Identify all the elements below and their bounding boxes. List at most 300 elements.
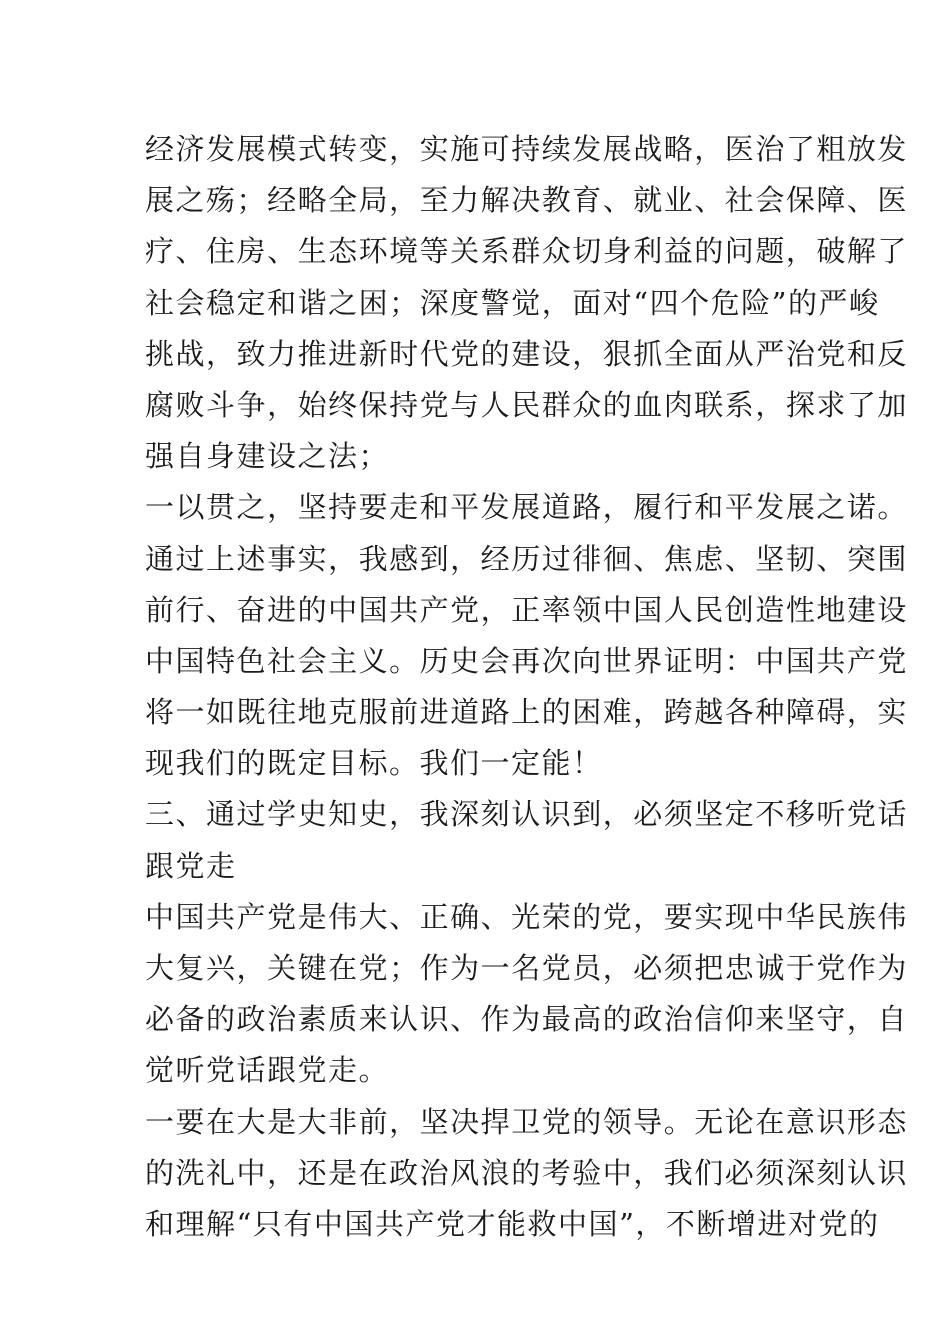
glyph: 展 [785, 490, 817, 525]
glyph: 和 [419, 490, 451, 525]
glyph: 世 [602, 643, 634, 678]
glyph: 到 [419, 541, 451, 576]
glyph: 问 [724, 234, 756, 269]
glyph: 既 [236, 695, 268, 730]
glyph: ” [619, 1206, 636, 1241]
glyph: 刻 [816, 1155, 847, 1190]
glyph: 作 [846, 951, 878, 985]
glyph: ， [389, 1104, 420, 1139]
glyph: 、 [175, 234, 207, 269]
glyph: 社 [267, 643, 298, 678]
glyph: 略 [297, 183, 329, 218]
glyph: 现 [724, 899, 756, 934]
glyph: 克 [328, 695, 359, 730]
glyph: 主 [328, 643, 359, 678]
glyph: 徊 [602, 541, 634, 576]
glyph: 定 [236, 285, 268, 320]
glyph: 民 [511, 387, 542, 422]
glyph: 斗 [206, 387, 237, 422]
glyph: 探 [785, 387, 817, 422]
glyph: ” [771, 285, 788, 320]
glyph: 在 [328, 951, 359, 985]
glyph: 至 [419, 183, 451, 218]
glyph: 发 [206, 132, 237, 166]
glyph: 党 [877, 643, 908, 678]
glyph: 度 [450, 285, 481, 320]
glyph: 一 [480, 951, 512, 985]
glyph: 的 [541, 695, 573, 730]
glyph: 党 [358, 951, 390, 985]
glyph: 移 [785, 797, 817, 832]
glyph: 员 [572, 951, 603, 985]
glyph: 式 [297, 132, 329, 166]
glyph: 认 [511, 797, 542, 832]
glyph: 党 [846, 797, 878, 832]
glyph: 经 [480, 541, 512, 576]
glyph: 代 [419, 336, 451, 371]
glyph: 了 [846, 387, 878, 422]
glyph: 持 [511, 132, 542, 166]
glyph: 在 [358, 1155, 390, 1190]
glyph: 的 [145, 1155, 176, 1190]
glyph: 始 [297, 387, 329, 422]
glyph: 有 [283, 1206, 314, 1241]
glyph: 危 [710, 285, 742, 320]
glyph: 历 [419, 643, 451, 678]
glyph: 必 [633, 951, 664, 985]
glyph: 伟 [877, 899, 908, 934]
text-line-21 [145, 1148, 908, 1199]
glyph: 的 [572, 899, 603, 934]
glyph: 作 [480, 1002, 512, 1037]
glyph: 徘 [572, 541, 603, 576]
glyph: 争 [236, 387, 268, 422]
glyph: 转 [328, 132, 359, 166]
glyph: 上 [206, 541, 237, 576]
glyph: 。 [877, 490, 908, 525]
glyph: 经 [145, 132, 176, 166]
glyph: 、 [724, 541, 756, 576]
glyph: 利 [633, 234, 664, 269]
glyph: 解 [480, 183, 512, 218]
glyph: 为 [511, 1002, 542, 1037]
glyph: 考 [541, 1155, 573, 1190]
glyph: 服 [358, 695, 390, 730]
glyph: 道 [450, 695, 481, 730]
glyph: 对 [787, 1206, 819, 1241]
glyph: 会 [297, 643, 329, 678]
glyph: ， [633, 899, 664, 934]
glyph: 治 [663, 1002, 695, 1037]
glyph: 须 [755, 1155, 786, 1190]
glyph: 变 [358, 132, 390, 166]
glyph: 保 [785, 183, 817, 218]
glyph: 疗 [145, 234, 176, 269]
glyph: 血 [633, 387, 664, 422]
glyph: 发 [480, 490, 512, 525]
glyph: 实 [419, 132, 451, 166]
glyph: 了 [785, 132, 817, 166]
glyph: 保 [358, 387, 390, 422]
glyph: 、 [602, 183, 634, 218]
glyph: 过 [236, 797, 268, 832]
glyph: 中 [313, 1206, 345, 1241]
glyph: 党 [267, 899, 298, 934]
glyph: 大 [145, 951, 176, 985]
glyph: 识 [816, 1104, 847, 1139]
glyph: 谐 [297, 285, 329, 320]
glyph: 一 [145, 1104, 176, 1139]
glyph: 为 [450, 951, 481, 985]
glyph: 、 [267, 234, 298, 269]
glyph: ； [389, 285, 420, 320]
glyph: 终 [328, 387, 359, 422]
glyph: 备 [175, 1002, 207, 1037]
glyph: 中 [602, 1155, 634, 1190]
glyph: 坚 [785, 1002, 817, 1037]
glyph: 社 [145, 285, 176, 320]
glyph: 房 [236, 234, 268, 269]
glyph: 全 [328, 183, 359, 218]
glyph: 能 [497, 1206, 528, 1241]
glyph: 率 [541, 592, 573, 627]
glyph: 意 [785, 1104, 817, 1139]
glyph: ， [633, 695, 664, 730]
text-line-18 [145, 994, 908, 1045]
glyph: 环 [358, 234, 390, 269]
text-line-13: 现我们的既定目标。我们一定能！ [145, 746, 603, 781]
glyph: 感 [389, 541, 420, 576]
glyph: 们 [694, 1155, 725, 1190]
glyph: 产 [236, 899, 268, 934]
glyph: 粗 [816, 132, 847, 166]
glyph: 前 [145, 592, 176, 627]
glyph: 履 [633, 490, 664, 525]
glyph: 发 [572, 132, 603, 166]
glyph: 卫 [511, 1104, 542, 1139]
glyph: 识 [877, 1155, 908, 1190]
glyph: 信 [694, 1002, 725, 1037]
glyph: 党 [541, 951, 573, 985]
glyph: 虑 [694, 541, 725, 576]
glyph: 在 [755, 1104, 786, 1139]
text-line-11 [145, 636, 908, 687]
glyph: ， [602, 797, 634, 832]
glyph: 、 [633, 541, 664, 576]
glyph: 、 [206, 592, 237, 627]
glyph: 中 [236, 1155, 268, 1190]
glyph: 续 [541, 132, 573, 166]
glyph: 的 [602, 1002, 634, 1037]
glyph: 是 [297, 899, 329, 934]
text-line-9 [145, 534, 908, 585]
glyph: 过 [541, 541, 573, 576]
glyph: 群 [541, 387, 573, 422]
glyph: 、 [389, 899, 420, 934]
glyph: ， [633, 1155, 664, 1190]
glyph: 的 [297, 592, 329, 627]
glyph: ， [541, 285, 573, 320]
glyph: ， [267, 1155, 298, 1190]
glyph: 认 [389, 1002, 420, 1037]
glyph: 济 [175, 132, 207, 166]
glyph: 反 [877, 336, 908, 371]
glyph: ， [450, 541, 481, 576]
glyph: 认 [846, 1155, 878, 1190]
glyph: 复 [175, 951, 207, 985]
text-line-19: 觉听党话跟党走。 [145, 1053, 390, 1088]
glyph: 发 [877, 132, 908, 166]
glyph: 败 [175, 387, 207, 422]
glyph: 殇 [206, 183, 237, 218]
glyph: 过 [175, 541, 207, 576]
glyph: ， [236, 951, 268, 985]
glyph: 建 [511, 336, 542, 371]
glyph: 礼 [206, 1155, 237, 1190]
glyph: 性 [785, 592, 817, 627]
glyph: 确 [450, 899, 481, 934]
glyph: 力 [267, 336, 298, 371]
glyph: 深 [450, 797, 481, 832]
glyph: 战 [175, 336, 207, 371]
glyph: 走 [389, 490, 420, 525]
glyph: 解 [206, 1206, 237, 1241]
glyph: 破 [816, 234, 847, 269]
glyph: 再 [511, 643, 542, 678]
glyph: 国 [344, 1206, 375, 1241]
glyph: 实 [297, 541, 329, 576]
glyph: 施 [450, 132, 481, 166]
glyph: 一 [175, 695, 207, 730]
glyph: 作 [419, 951, 451, 985]
glyph: 种 [755, 695, 786, 730]
glyph: 史 [358, 797, 390, 832]
glyph: 严 [818, 285, 849, 320]
glyph: 洗 [175, 1155, 207, 1190]
glyph: 障 [785, 695, 817, 730]
glyph: 肉 [663, 387, 695, 422]
text-line-8 [145, 482, 908, 533]
glyph: 住 [206, 234, 237, 269]
glyph: 导 [633, 1104, 664, 1139]
glyph: 发 [755, 490, 786, 525]
glyph: 忠 [724, 951, 756, 985]
glyph: ； [236, 183, 268, 218]
glyph: 的 [787, 285, 819, 320]
glyph: 识 [419, 1002, 451, 1037]
glyph: 高 [572, 1002, 603, 1037]
glyph: 会 [175, 285, 207, 320]
glyph: 身 [602, 234, 634, 269]
glyph: 进 [267, 592, 298, 627]
glyph: 会 [480, 643, 512, 678]
glyph: 深 [785, 1155, 817, 1190]
glyph: 就 [633, 183, 664, 218]
glyph: 的 [511, 1155, 542, 1190]
glyph: 话 [877, 797, 908, 832]
glyph: ， [694, 132, 725, 166]
glyph: 必 [145, 1002, 176, 1037]
glyph: 党 [816, 951, 847, 985]
glyph: 社 [724, 183, 756, 218]
glyph: 民 [694, 592, 725, 627]
glyph: 警 [480, 285, 512, 320]
glyph: 族 [846, 899, 878, 934]
glyph: 于 [785, 951, 817, 985]
glyph: 展 [236, 132, 268, 166]
glyph: 前 [389, 695, 420, 730]
glyph: 突 [846, 541, 878, 576]
glyph: 政 [389, 1155, 420, 1190]
glyph: 增 [726, 1206, 758, 1241]
glyph: ， [389, 797, 420, 832]
glyph: 联 [694, 387, 725, 422]
glyph: 共 [816, 643, 847, 678]
glyph: 党 [450, 592, 481, 627]
glyph: 地 [816, 592, 847, 627]
glyph: 险 [741, 285, 772, 320]
glyph: 捍 [480, 1104, 512, 1139]
glyph: 非 [328, 1104, 359, 1139]
glyph: 之 [816, 490, 847, 525]
glyph: 和 [145, 1206, 176, 1241]
glyph: 、 [480, 899, 512, 934]
glyph: 中 [328, 592, 359, 627]
glyph: 全 [663, 336, 695, 371]
glyph: 道 [541, 490, 573, 525]
glyph: 。 [663, 1104, 695, 1139]
glyph: 建 [846, 592, 878, 627]
glyph: 题 [755, 234, 786, 269]
glyph: 界 [633, 643, 664, 678]
glyph: 的 [572, 1104, 603, 1139]
text-line-16 [145, 892, 908, 943]
glyph: ： [724, 643, 756, 678]
glyph: 解 [846, 234, 878, 269]
glyph: ， [480, 592, 512, 627]
glyph: 通 [145, 541, 176, 576]
glyph: 四 [649, 285, 681, 320]
glyph: 浪 [480, 1155, 512, 1190]
glyph: 、 [846, 183, 878, 218]
glyph: 实 [694, 899, 725, 934]
glyph: 党 [419, 387, 451, 422]
glyph: 定 [724, 797, 756, 832]
glyph: 和 [846, 336, 878, 371]
glyph: ， [389, 183, 420, 218]
glyph: 华 [785, 899, 817, 934]
glyph: 的 [480, 336, 512, 371]
glyph: 国 [175, 899, 207, 934]
glyph: 治 [419, 1155, 451, 1190]
glyph: 韧 [785, 541, 817, 576]
glyph: 众 [541, 234, 573, 269]
glyph: 进 [757, 1206, 788, 1241]
glyph: 中 [755, 643, 786, 678]
glyph: 焦 [663, 541, 695, 576]
glyph: “ [236, 1206, 253, 1241]
glyph: 无 [694, 1104, 725, 1139]
glyph: 不 [755, 797, 786, 832]
glyph: 进 [419, 695, 451, 730]
glyph: 行 [663, 490, 695, 525]
section-heading-line-2: 跟党走 [145, 848, 237, 883]
glyph: 证 [663, 643, 695, 678]
glyph: 共 [374, 1206, 406, 1241]
glyph: 兴 [206, 951, 237, 985]
glyph: 等 [419, 234, 451, 269]
glyph: 前 [358, 1104, 390, 1139]
glyph: 质 [328, 1002, 359, 1037]
glyph: 中 [755, 899, 786, 934]
glyph: 态 [328, 234, 359, 269]
glyph: 政 [633, 1002, 664, 1037]
glyph: 论 [724, 1104, 756, 1139]
glyph: 教 [541, 183, 573, 218]
glyph: 向 [572, 643, 603, 678]
glyph: 要 [175, 1104, 207, 1139]
text-line-6 [145, 380, 908, 431]
glyph: 围 [877, 541, 908, 576]
glyph: 诺 [846, 490, 878, 525]
glyph: 实 [877, 695, 908, 730]
glyph: 如 [206, 695, 237, 730]
glyph: 听 [816, 797, 847, 832]
glyph: 党 [450, 336, 481, 371]
glyph: ， [572, 336, 603, 371]
glyph: 以 [175, 490, 207, 525]
glyph: 、 [175, 797, 207, 832]
glyph: 三 [145, 797, 176, 832]
text-line-5 [145, 329, 908, 380]
glyph: 大 [236, 1104, 268, 1139]
glyph: 验 [572, 1155, 603, 1190]
glyph: 狠 [602, 336, 634, 371]
glyph: 来 [755, 1002, 786, 1037]
glyph: 平 [724, 490, 756, 525]
glyph: 峻 [849, 285, 880, 320]
glyph: 众 [572, 387, 603, 422]
glyph: 不 [665, 1206, 697, 1241]
glyph: 益 [663, 234, 695, 269]
glyph: 学 [267, 797, 298, 832]
glyph: 一 [145, 490, 176, 525]
glyph: 了 [877, 234, 908, 269]
glyph: 党 [602, 899, 634, 934]
glyph: 把 [694, 951, 725, 985]
glyph: 系 [724, 387, 756, 422]
glyph: 在 [206, 1104, 237, 1139]
glyph: 义 [358, 643, 390, 678]
glyph: 国 [588, 1206, 620, 1241]
text-line-1 [145, 124, 908, 175]
glyph: ， [206, 336, 237, 371]
glyph: 仰 [724, 1002, 756, 1037]
glyph: 名 [511, 951, 542, 985]
glyph: 民 [816, 899, 847, 934]
glyph: 。 [389, 643, 420, 678]
glyph: 国 [175, 643, 207, 678]
glyph: 严 [755, 336, 786, 371]
glyph: 须 [663, 797, 695, 832]
glyph: 特 [206, 643, 237, 678]
glyph: 障 [816, 183, 847, 218]
glyph: 中 [145, 643, 176, 678]
glyph: 人 [663, 592, 695, 627]
glyph: 光 [511, 899, 542, 934]
glyph: 荣 [541, 899, 573, 934]
glyph: ， [635, 1206, 666, 1241]
